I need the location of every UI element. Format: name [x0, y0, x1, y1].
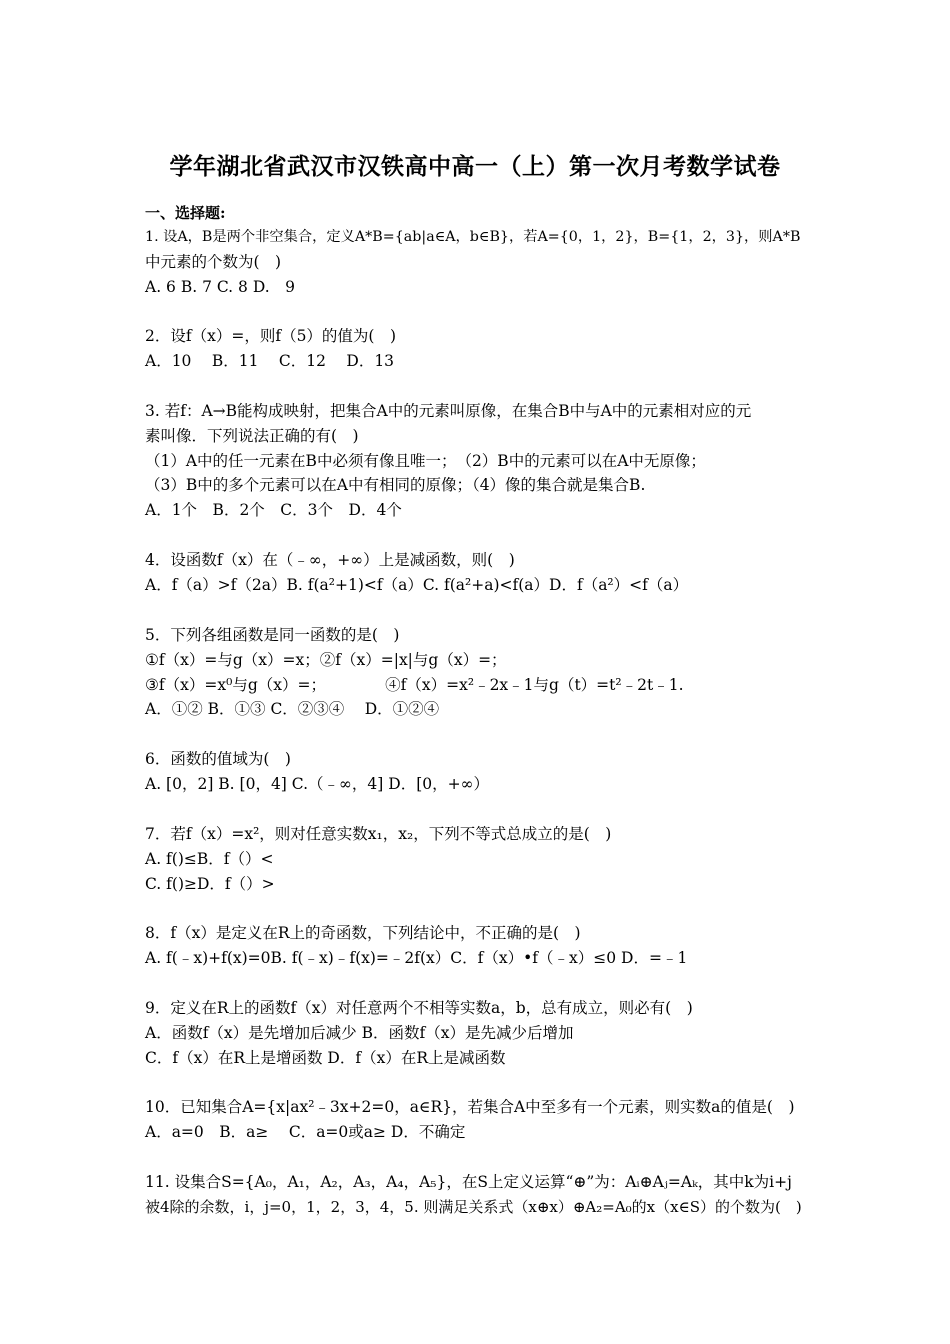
question-statement: ①f（x）=与g（x）=x；②f（x）=|x|与g（x）=； — [145, 650, 507, 669]
question-text: 5．下列各组函数是同一函数的是( ) — [145, 626, 400, 644]
answer-options: A. [0，2] B. [0，4] C.（﹣∞，4] D．[0，+∞） — [145, 774, 489, 793]
question-4 — [145, 548, 810, 598]
question-10 — [145, 1095, 810, 1145]
question-6 — [145, 747, 810, 797]
answer-options: A．1个 B．2个 C．3个 D．4个 — [145, 501, 402, 520]
answer-options: A．f（a）>f（2a）B. f(a²+1)<f（a）C. f(a²+a)<f(a）D．f（a²）<f（a） — [145, 575, 689, 594]
question-text: 3. 若f：A→B能构成映射，把集合A中的元素叫原像，在集合B中与A中的元素相对应的元 — [145, 402, 752, 420]
exam-title: 学年湖北省武汉市汉铁高中高一（上）第一次月考数学试卷 — [169, 153, 781, 180]
question-2 — [145, 324, 810, 374]
question-statement: ③f（x）=x⁰与g（x）=； ④f（x）=x²﹣2x﹣1与g（t）=t²﹣2t﹣1. — [145, 675, 684, 694]
answer-options: A．a=0 B．a≥ C．a=0或a≥ D．不确定 — [145, 1122, 466, 1141]
answer-options: A．10 B．11 C．12 D．13 — [145, 351, 395, 370]
question-statement: （3）B中的多个元素可以在A中有相同的原像；（4）像的集合就是集合B. — [145, 476, 646, 495]
question-statement: （1）A中的任一元素在B中必须有像且唯一； （2）B中的元素可以在A中无原像； — [145, 451, 706, 470]
question-11 — [145, 1170, 810, 1220]
answer-options: A. f()≤B．f（）< — [145, 849, 274, 868]
question-text: 8．f（x）是定义在R上的奇函数，下列结论中，不正确的是( ) — [145, 924, 581, 942]
answer-options: A. f(﹣x)+f(x)=0B. f(﹣x)﹣f(x)=﹣2f(x）C．f（x）•f（﹣x）≤0 D．=﹣1 — [145, 948, 688, 967]
answer-options: A．函数f（x）是先增加后减少 B．函数f（x）是先减少后增加 — [145, 1023, 574, 1042]
answer-options: C．f（x）在R上是增函数 D．f（x）在R上是减函数 — [145, 1048, 506, 1067]
question-text: 2．设f（x）=，则f（5）的值为( ) — [145, 327, 397, 345]
question-1 — [145, 225, 810, 299]
question-3 — [145, 399, 810, 523]
question-text: 11. 设集合S={A₀，A₁，A₂，A₃，A₄，A₅}，在S上定义运算“⊕”为：Aᵢ⊕Aⱼ=Aₖ，其中k为i+j — [145, 1173, 792, 1191]
question-text: 被4除的余数，i，j=0，1，2，3，4，5. 则满足关系式（x⊕x）⊕A₂=A₀的x（x∈S）的个数为( ) — [145, 1197, 802, 1216]
question-9 — [145, 996, 810, 1070]
question-text: 1. 设A，B是两个非空集合，定义A*B={ab|a∈A，b∈B}，若A={0，1，2}，B={1，2，3}，则A*B — [145, 229, 801, 245]
question-text: 4．设函数f（x）在（﹣∞，+∞）上是减函数，则( ) — [145, 551, 515, 569]
question-text: 素叫像．下列说法正确的有( ) — [145, 426, 359, 445]
answer-options: A. 6 B. 7 C. 8 D. 9 — [145, 277, 295, 296]
question-text: 7．若f（x）=x²，则对任意实数x₁，x₂，下列不等式总成立的是( ) — [145, 825, 612, 843]
question-text: 6．函数的值域为( ) — [145, 750, 291, 768]
question-text: 9．定义在R上的函数f（x）对任意两个不相等实数a，b，总有成立，则必有( ) — [145, 999, 693, 1017]
question-7 — [145, 822, 810, 896]
question-8 — [145, 921, 810, 971]
answer-options: A．①② B．①③ C．②③④ D．①②④ — [145, 700, 440, 719]
section-heading: 一、选择题: — [145, 204, 226, 222]
question-text: 10．已知集合A={x|ax²﹣3x+2=0，a∈R}，若集合A中至多有一个元素，则实数a的值是( ) — [145, 1098, 795, 1116]
answer-options: C. f()≥D．f（）> — [145, 874, 275, 893]
question-text: 中元素的个数为( ) — [145, 252, 282, 271]
question-5 — [145, 623, 810, 722]
